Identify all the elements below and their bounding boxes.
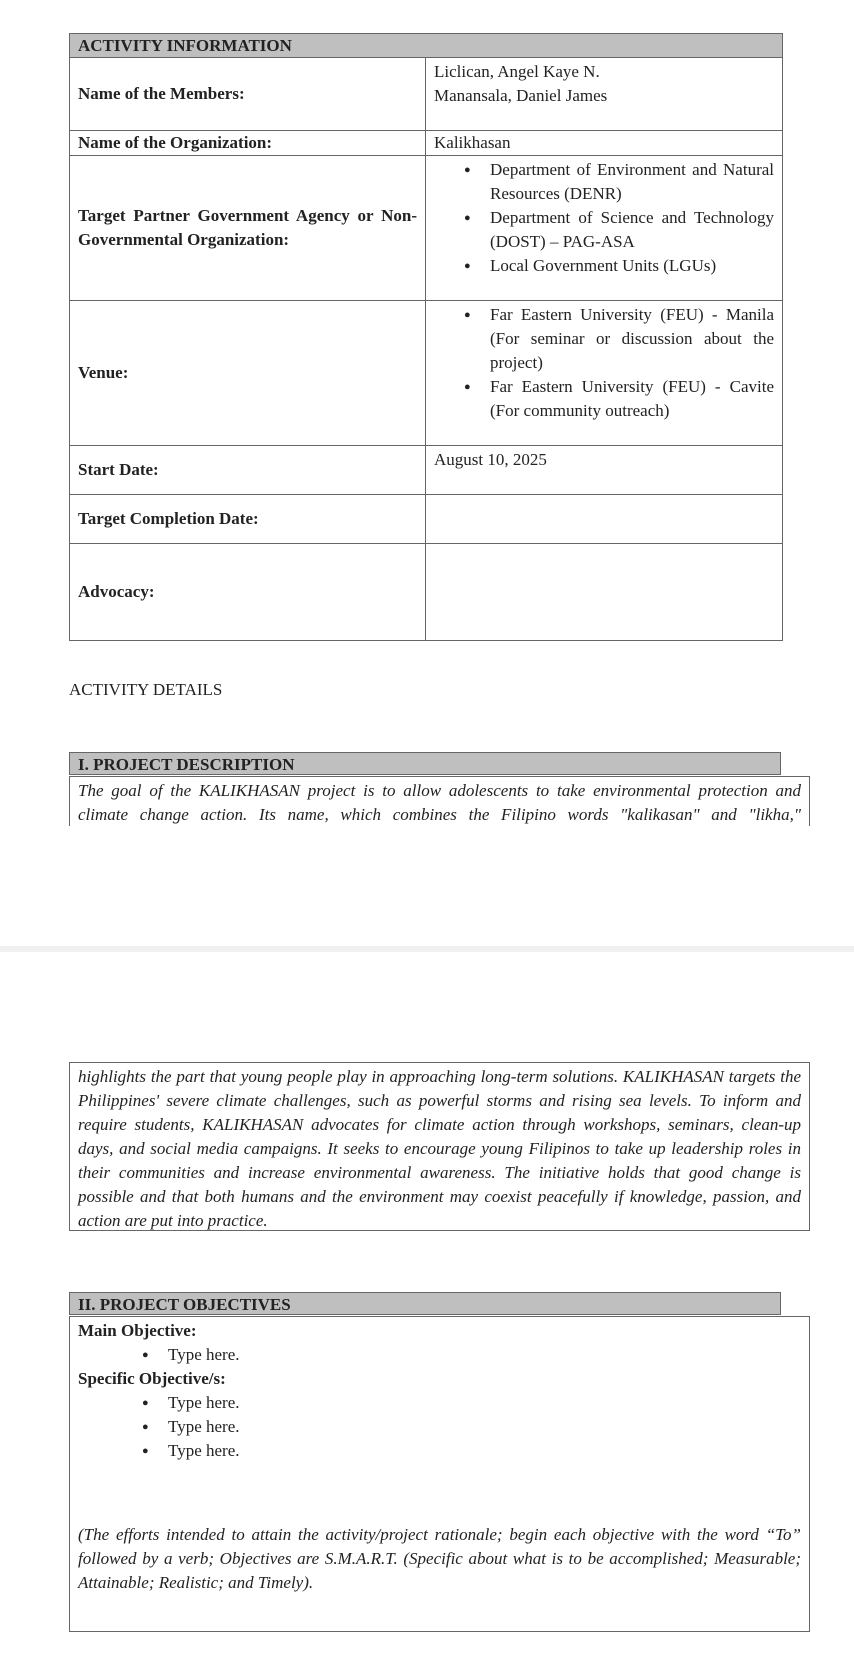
members-value[interactable]: [426, 58, 783, 131]
activity-details-title: ACTIVITY DETAILS: [69, 680, 223, 699]
venue-item: ● Far Eastern University (FEU) - Manila (For seminar or discussion about the project): [490, 303, 774, 375]
specific-objective-label: Specific Objective/s:: [78, 1369, 226, 1388]
start-date-value[interactable]: August 10, 2025: [426, 446, 783, 495]
specific-objective-item[interactable]: ● Type here.: [168, 1391, 801, 1415]
partner-label: Target Partner Government Agency or Non-Governmental Organization:: [70, 156, 426, 301]
partner-item: ● Local Government Units (LGUs): [490, 254, 774, 278]
specific-objective-list: [78, 1391, 801, 1463]
main-objective-item[interactable]: ● Type here.: [168, 1343, 801, 1367]
organization-label: Name of the Organization:: [70, 131, 426, 156]
project-objectives-box[interactable]: [69, 1316, 810, 1632]
specific-objective-item[interactable]: ● Type here.: [168, 1439, 801, 1463]
project-description-part2[interactable]: highlights the part that young people play in approaching long-term solutions. KALIKHASAN targets the Philippines' severe climate challenges, such as powerful storms and rising sea levels. To inform and require students, KALIKHASAN advocates for climate action through workshops, seminars, clean-up days, and social media campaigns. It seeks to encourage young Filipinos to take up leadership roles in their communities and increase environmental awareness. The initiative holds that good change is possible and that both humans and the environment may coexist peacefully if knowledge, passion, and action are put into practice.: [69, 1062, 810, 1231]
venue-item: ● Far Eastern University (FEU) - Cavite (For community outreach): [490, 375, 774, 423]
advocacy-value[interactable]: [426, 544, 783, 641]
partner-list: [434, 158, 774, 278]
members-row: [70, 58, 783, 131]
venue-list: [434, 303, 774, 423]
main-objective-list: [78, 1343, 801, 1367]
activity-information-header-row: [70, 34, 783, 58]
venue-value[interactable]: [426, 301, 783, 446]
start-date-label: Start Date:: [70, 446, 426, 495]
venue-row: [70, 301, 783, 446]
activity-information-table: [69, 33, 783, 641]
partner-row: [70, 156, 783, 301]
venue-label: Venue:: [70, 301, 426, 446]
completion-date-value[interactable]: [426, 495, 783, 544]
partner-value[interactable]: [426, 156, 783, 301]
member-name: Liclican, Angel Kaye N.: [434, 62, 600, 81]
main-objective-label: Main Objective:: [78, 1321, 197, 1340]
specific-objective-item[interactable]: ● Type here.: [168, 1415, 801, 1439]
activity-information-header: ACTIVITY INFORMATION: [70, 34, 783, 58]
member-name: Manansala, Daniel James: [434, 86, 608, 105]
completion-date-label: Target Completion Date:: [70, 495, 426, 544]
advocacy-label: Advocacy:: [70, 544, 426, 641]
project-description-header: I. PROJECT DESCRIPTION: [69, 752, 781, 775]
objectives-guidance-note: (The efforts intended to attain the activity/project rationale; begin each objective with the word “To” followed by a verb; Objectives are S.M.A.R.T. (Specific about what is to be accomplished; Measurable; Attainable; Realistic; and Timely).: [78, 1525, 801, 1592]
project-description-part1[interactable]: The goal of the KALIKHASAN project is to allow adolescents to take environmental protection and climate change action. Its name, which combines the Filipino words "kalikasan" and "likha,": [69, 776, 810, 826]
start-date-row: [70, 446, 783, 495]
organization-value[interactable]: Kalikhasan: [426, 131, 783, 156]
advocacy-row: [70, 544, 783, 641]
organization-row: [70, 131, 783, 156]
members-label: Name of the Members:: [70, 58, 426, 131]
completion-date-row: [70, 495, 783, 544]
partner-item: ● Department of Environment and Natural Resources (DENR): [490, 158, 774, 206]
page-break-band: [0, 946, 854, 952]
partner-item: ● Department of Science and Technology (DOST) – PAG-ASA: [490, 206, 774, 254]
project-objectives-header: II. PROJECT OBJECTIVES: [69, 1292, 781, 1315]
